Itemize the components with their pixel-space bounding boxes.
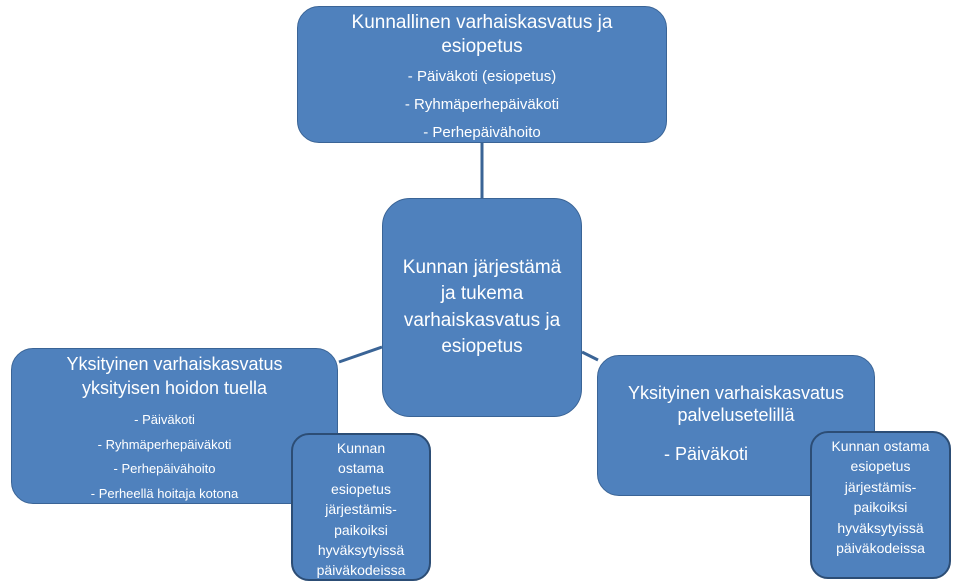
top-node-item: - Päiväkoti (esiopetus) xyxy=(407,68,557,85)
top-node-title: Kunnallinen varhaiskasvatus ja esiopetus xyxy=(351,12,613,57)
right-node-title: Yksityinen varhaiskasvatus palvelusetelillä xyxy=(627,383,845,425)
center-node-title: Kunnan järjestämä ja tukema varhaiskasvatus ja esiopetus xyxy=(402,256,562,357)
left-node-item: - Perheellä hoitaja kotona xyxy=(90,485,239,501)
left-node-item: - Päiväkoti xyxy=(134,412,195,427)
left-sub-note-text: Kunnan ostama esiopetus järjestämis-paikoiksi hyväksytyissä päiväkodeissa xyxy=(316,440,406,579)
top-node-items xyxy=(298,63,666,147)
left-node-title: Yksityinen varhaiskasvatus yksityisen hoidon tuella xyxy=(66,354,283,398)
left-sub-note xyxy=(291,433,431,581)
top-node-item: - Ryhmäperhepäiväkoti xyxy=(404,96,560,113)
left-node-item: - Perhepäivähoito xyxy=(113,461,216,476)
center-node xyxy=(382,198,582,417)
left-node xyxy=(11,348,338,504)
right-sub-note-text: Kunnan ostama esiopetus järjestämis-paikoiksi hyväksytyissä päiväkodeissa xyxy=(831,438,930,557)
top-node-item: - Perhepäivähoito xyxy=(423,124,541,141)
right-sub-note xyxy=(810,431,951,579)
left-node-items xyxy=(12,408,337,506)
top-node xyxy=(297,6,667,143)
connector-right xyxy=(582,352,598,360)
left-node-item: - Ryhmäperhepäiväkoti xyxy=(97,436,232,452)
right-node-item: - Päiväkoti xyxy=(663,444,749,464)
connector-left xyxy=(339,347,382,362)
